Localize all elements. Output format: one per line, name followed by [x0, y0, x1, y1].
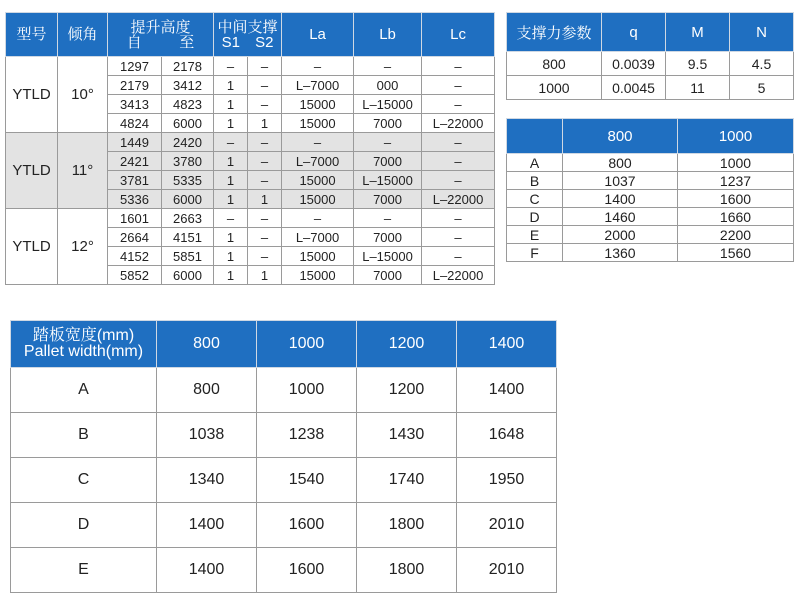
table-row	[11, 413, 557, 458]
support-header-label: 支撑力参数	[507, 13, 602, 52]
table-cell: –	[214, 133, 248, 152]
table-cell: –	[354, 133, 422, 152]
support-table-body	[507, 52, 794, 100]
pallet-header-800: 800	[157, 321, 257, 368]
row-label: 1000	[507, 76, 602, 100]
table-cell: 5852	[108, 266, 162, 285]
main-table-body	[6, 57, 495, 285]
pallet-width-table	[10, 320, 557, 593]
angle-cell: 10°	[58, 57, 108, 133]
table-cell: 1	[214, 152, 248, 171]
table-cell: –	[422, 228, 495, 247]
table-cell: 1297	[108, 57, 162, 76]
table-cell: 4151	[162, 228, 214, 247]
table-row	[507, 190, 794, 208]
table-cell: 1340	[157, 458, 257, 503]
support-force-table	[506, 12, 794, 100]
table-cell: 1	[248, 114, 282, 133]
table-cell: 7000	[354, 190, 422, 209]
table-cell: L–15000	[354, 171, 422, 190]
table-cell: 15000	[282, 190, 354, 209]
table-cell: 15000	[282, 114, 354, 133]
table-cell: 1	[214, 228, 248, 247]
table-row	[6, 133, 495, 152]
table-cell: 1460	[563, 208, 678, 226]
table-cell: 2010	[457, 503, 557, 548]
size-table-body	[507, 154, 794, 262]
table-cell: 9.5	[666, 52, 730, 76]
table-cell: –	[248, 76, 282, 95]
header-middle-support-label: 中间支撑	[217, 18, 278, 36]
table-cell: –	[282, 209, 354, 228]
table-cell: 0.0039	[602, 52, 666, 76]
table-cell: 1600	[678, 190, 794, 208]
table-cell: 2420	[162, 133, 214, 152]
table-cell: 1449	[108, 133, 162, 152]
table-cell: 2000	[563, 226, 678, 244]
table-cell: 4824	[108, 114, 162, 133]
table-cell: –	[422, 171, 495, 190]
table-row	[11, 503, 557, 548]
table-row	[11, 458, 557, 503]
table-cell: 4823	[162, 95, 214, 114]
row-label: C	[507, 190, 563, 208]
row-label: F	[507, 244, 563, 262]
size-header-blank	[507, 119, 563, 154]
row-label: C	[11, 458, 157, 503]
table-row	[507, 52, 794, 76]
table-cell: 7000	[354, 114, 422, 133]
table-cell: 1	[248, 266, 282, 285]
table-cell: 1	[214, 114, 248, 133]
row-label: B	[507, 172, 563, 190]
table-cell: 1400	[563, 190, 678, 208]
escalator-spec-table	[5, 12, 495, 285]
table-cell: 1360	[563, 244, 678, 262]
row-label: B	[11, 413, 157, 458]
header-to: 至	[179, 33, 195, 51]
table-cell: 1	[248, 190, 282, 209]
header-la: La	[282, 13, 354, 57]
table-cell: 800	[563, 154, 678, 172]
table-cell: 15000	[282, 266, 354, 285]
table-cell: 4152	[108, 247, 162, 266]
support-header-q: q	[602, 13, 666, 52]
header-from: 自	[126, 33, 142, 51]
table-cell: 1200	[357, 368, 457, 413]
size-header-800: 800	[563, 119, 678, 154]
row-label: E	[507, 226, 563, 244]
model-cell: YTLD	[6, 133, 58, 209]
table-cell: –	[248, 209, 282, 228]
angle-cell: 11°	[58, 133, 108, 209]
table-row	[507, 172, 794, 190]
table-row	[507, 226, 794, 244]
table-cell: 1400	[457, 368, 557, 413]
table-cell: –	[422, 133, 495, 152]
table-cell: 0.0045	[602, 76, 666, 100]
row-label: A	[11, 368, 157, 413]
table-cell: 1600	[257, 548, 357, 593]
table-cell: L–15000	[354, 247, 422, 266]
table-cell: L–15000	[354, 95, 422, 114]
table-cell: 1237	[678, 172, 794, 190]
table-cell: 1238	[257, 413, 357, 458]
table-row	[6, 57, 495, 76]
header-from-to	[108, 35, 213, 50]
table-cell: 800	[157, 368, 257, 413]
table-cell: –	[248, 95, 282, 114]
table-cell: –	[214, 209, 248, 228]
table-cell: 1	[214, 171, 248, 190]
table-cell: –	[422, 57, 495, 76]
table-cell: –	[248, 133, 282, 152]
table-cell: 1	[214, 95, 248, 114]
table-row	[507, 76, 794, 100]
table-cell: 2200	[678, 226, 794, 244]
table-cell: –	[354, 57, 422, 76]
support-header-row	[507, 13, 794, 52]
table-cell: 5	[730, 76, 794, 100]
table-cell: 1601	[108, 209, 162, 228]
angle-cell: 12°	[58, 209, 108, 285]
header-lift-height-label: 提升高度	[130, 18, 191, 36]
pallet-header-1000: 1000	[257, 321, 357, 368]
table-cell: –	[422, 95, 495, 114]
model-cell: YTLD	[6, 209, 58, 285]
table-row	[6, 209, 495, 228]
table-cell: 1800	[357, 548, 457, 593]
table-cell: 1	[214, 76, 248, 95]
table-cell: 1	[214, 266, 248, 285]
table-cell: 4.5	[730, 52, 794, 76]
table-cell: –	[422, 152, 495, 171]
table-cell: 3412	[162, 76, 214, 95]
pallet-table-body	[11, 368, 557, 593]
table-cell: –	[422, 247, 495, 266]
header-angle: 倾角	[58, 13, 108, 57]
table-cell: –	[214, 57, 248, 76]
main-header-row	[6, 13, 495, 57]
table-cell: 2010	[457, 548, 557, 593]
table-cell: –	[248, 228, 282, 247]
pallet-header-1200: 1200	[357, 321, 457, 368]
pallet-header-label-en: Pallet width(mm)	[23, 343, 144, 360]
table-row	[11, 548, 557, 593]
table-cell: –	[422, 76, 495, 95]
table-cell: 5851	[162, 247, 214, 266]
table-cell: 15000	[282, 95, 354, 114]
pallet-header-label-cn: 踏板宽度(mm)	[32, 327, 135, 344]
table-cell: 1600	[257, 503, 357, 548]
row-label: A	[507, 154, 563, 172]
table-cell: 3413	[108, 95, 162, 114]
table-cell: –	[248, 57, 282, 76]
table-cell: 1400	[157, 548, 257, 593]
row-label: D	[507, 208, 563, 226]
table-cell: 7000	[354, 228, 422, 247]
table-cell: –	[248, 247, 282, 266]
table-cell: 5336	[108, 190, 162, 209]
table-cell: 1660	[678, 208, 794, 226]
table-cell: 3780	[162, 152, 214, 171]
table-cell: L–22000	[422, 114, 495, 133]
support-header-m: M	[666, 13, 730, 52]
header-lb: Lb	[354, 13, 422, 57]
table-cell: –	[282, 57, 354, 76]
table-cell: 1950	[457, 458, 557, 503]
table-row	[507, 154, 794, 172]
table-cell: 2421	[108, 152, 162, 171]
table-cell: 1	[214, 247, 248, 266]
row-label: E	[11, 548, 157, 593]
table-cell: 2179	[108, 76, 162, 95]
table-cell: 1037	[563, 172, 678, 190]
table-row	[507, 208, 794, 226]
size-header-row	[507, 119, 794, 154]
table-cell: 6000	[162, 190, 214, 209]
table-cell: L–22000	[422, 266, 495, 285]
table-row	[507, 244, 794, 262]
table-cell: 7000	[354, 152, 422, 171]
table-cell: 1000	[678, 154, 794, 172]
table-row	[11, 368, 557, 413]
table-cell: –	[248, 152, 282, 171]
pallet-header-label	[11, 321, 157, 368]
header-s2: S2	[255, 33, 274, 51]
table-cell: 1740	[357, 458, 457, 503]
table-cell: 1	[214, 190, 248, 209]
table-cell: 15000	[282, 171, 354, 190]
dimension-table	[506, 118, 794, 262]
table-cell: –	[282, 133, 354, 152]
size-header-1000: 1000	[678, 119, 794, 154]
table-cell: L–7000	[282, 152, 354, 171]
table-cell: 6000	[162, 114, 214, 133]
header-s1-s2	[214, 35, 281, 50]
table-cell: 1430	[357, 413, 457, 458]
row-label: 800	[507, 52, 602, 76]
table-cell: L–7000	[282, 76, 354, 95]
table-cell: –	[422, 209, 495, 228]
table-cell: –	[354, 209, 422, 228]
table-cell: L–7000	[282, 228, 354, 247]
header-middle-support	[214, 13, 282, 57]
table-cell: 5335	[162, 171, 214, 190]
header-model: 型号	[6, 13, 58, 57]
table-cell: 1540	[257, 458, 357, 503]
table-cell: 15000	[282, 247, 354, 266]
table-cell: –	[248, 171, 282, 190]
row-label: D	[11, 503, 157, 548]
table-cell: 6000	[162, 266, 214, 285]
table-cell: 1560	[678, 244, 794, 262]
table-cell: 1648	[457, 413, 557, 458]
pallet-header-1400: 1400	[457, 321, 557, 368]
table-cell: 2178	[162, 57, 214, 76]
table-cell: 1800	[357, 503, 457, 548]
pallet-header-row	[11, 321, 557, 368]
model-cell: YTLD	[6, 57, 58, 133]
table-cell: 2664	[108, 228, 162, 247]
header-lift-height	[108, 13, 214, 57]
table-cell: 1000	[257, 368, 357, 413]
table-cell: 11	[666, 76, 730, 100]
table-cell: 1038	[157, 413, 257, 458]
table-cell: 2663	[162, 209, 214, 228]
table-cell: 7000	[354, 266, 422, 285]
table-cell: L–22000	[422, 190, 495, 209]
table-cell: 3781	[108, 171, 162, 190]
header-s1: S1	[221, 33, 240, 51]
header-lc: Lc	[422, 13, 495, 57]
table-cell: 1400	[157, 503, 257, 548]
support-header-n: N	[730, 13, 794, 52]
table-cell: 000	[354, 76, 422, 95]
